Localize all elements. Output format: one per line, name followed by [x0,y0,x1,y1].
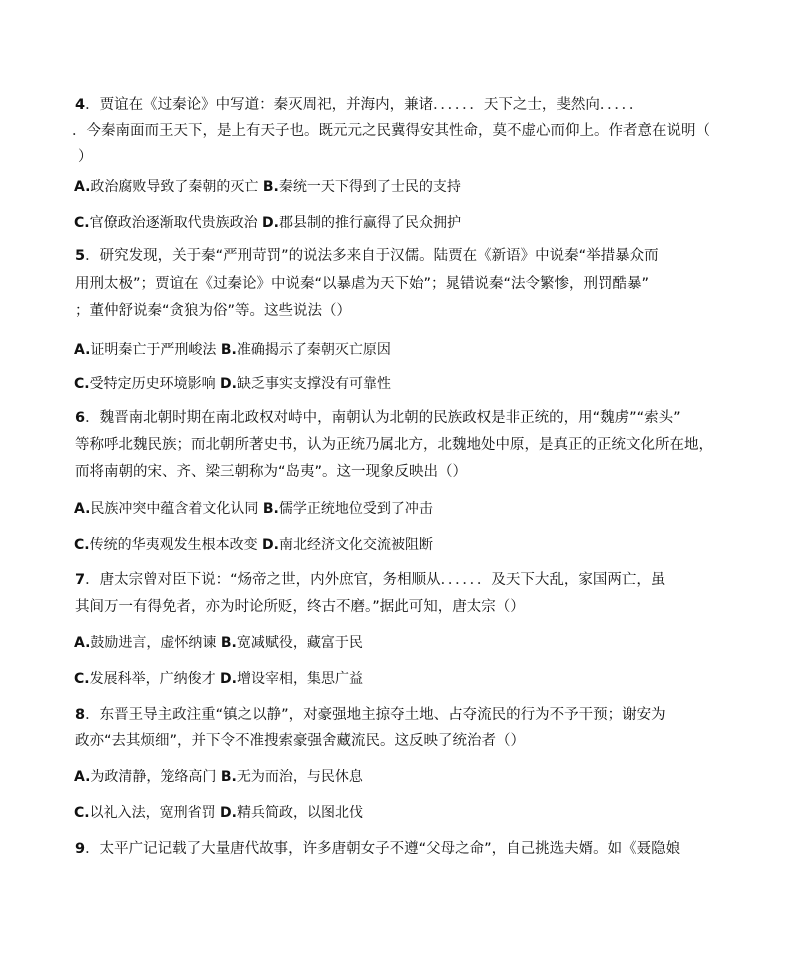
question-9-line-1 [75,839,680,859]
question-5-options-ab: A.证明秦亡于严刑峻法 B.准确揭示了秦朝灭亡原因 [74,342,391,358]
question-6-line-3: 而将南朝的宋、齐、梁三朝称为“岛夷”。这一现象反映出（） [75,464,468,480]
question-4-options-ab: A.政治腐败导致了秦朝的灭亡 B.秦统一天下得到了士民的支持 [74,179,461,195]
question-4-line-1 [75,95,643,115]
question-7-line-2: 其间万一有得免者，亦为时论所贬，终古不磨。”据此可知，唐太宗（） [75,599,525,615]
question-5-line-1 [75,246,659,266]
question-number: 9 [75,841,86,857]
question-7-options-cd: C.发展科举，广纳俊才 D.增设宰相，集思广益 [74,671,363,687]
question-8-line-1 [75,705,666,725]
question-4-options-cd: C.官僚政治逐渐取代贵族政治 D.郡县制的推行赢得了民众拥护 [74,215,461,231]
question-number: 4 [75,97,86,113]
question-number: 6 [75,410,86,426]
question-number: 8 [75,707,86,723]
question-5-line-3: ；董仲舒说秦“贪狼为俗”等。这些说法（） [75,303,352,319]
question-4-line-2: ．今秦南面而王天下，是上有天子也。既元元之民冀得安其性命，莫不虚心而仰上。作者意在说明（ [72,123,710,139]
question-5-options-cd: C.受特定历史环境影响 D.缺乏事实支撑没有可靠性 [74,376,391,392]
question-6-line-1 [75,408,681,428]
question-7-options-ab: A.鼓励进言，虚怀纳谏 B.宽减赋役，藏富于民 [74,635,363,651]
question-text: ．东晋王导主政注重“镇之以静”，对豪强地主掠夺土地、占夺流民的行为不予干预；谢安为 [85,707,666,723]
question-number: 5 [75,248,86,264]
question-text: ．魏晋南北朝时期在南北政权对峙中，南朝认为北朝的民族政权是非正统的，用“魏虏”“索头” [85,410,681,426]
question-8-options-cd: C.以礼入法，宽刑省罚 D.精兵简政，以图北伐 [74,805,363,821]
question-5-line-2: 用刑太极”；贾谊在《过秦论》中说秦“以暴虐为天下始”；晁错说秦“法令繁惨，刑罚酷暴” [75,276,650,292]
question-6-options-ab: A.民族冲突中蕴含着文化认同 B.儒学正统地位受到了冲击 [74,501,433,517]
question-6-options-cd: C.传统的华夷观发生根本改变 D.南北经济文化交流被阻断 [74,537,433,553]
question-8-options-ab: A.为政清静，笼络高门 B.无为而治，与民休息 [74,769,363,785]
question-6-line-2: 等称呼北魏民族；而北朝所著史书，认为正统乃属北方，北魏地处中原，是真正的正统文化所在地， [75,437,713,453]
question-text: ．唐太宗曾对臣下说：“炀帝之世，内外庶官，务相顺从．．．．．．及天下大乱，家国两亡，虽 [85,572,666,588]
question-8-line-2: 政亦“去其烦细”，并下令不准搜索豪强舍藏流民。这反映了统治者（） [75,733,526,749]
question-text: ．太平广记记载了大量唐代故事，许多唐朝女子不遵“父母之命”，自己挑选夫婿。如《聂隐娘 [85,841,681,857]
question-text: ．研究发现，关于秦“严刑苛罚”的说法多来自于汉儒。陆贾在《新语》中说秦“举措暴众而 [85,248,659,264]
question-4-line-3: ） [78,149,93,165]
question-number: 7 [75,572,86,588]
question-text: ．贾谊在《过秦论》中写道：秦灭周祀，并海内，兼诸．．．．．．天下之士，斐然向．．．．． [85,97,644,113]
question-7-line-1 [75,570,665,590]
